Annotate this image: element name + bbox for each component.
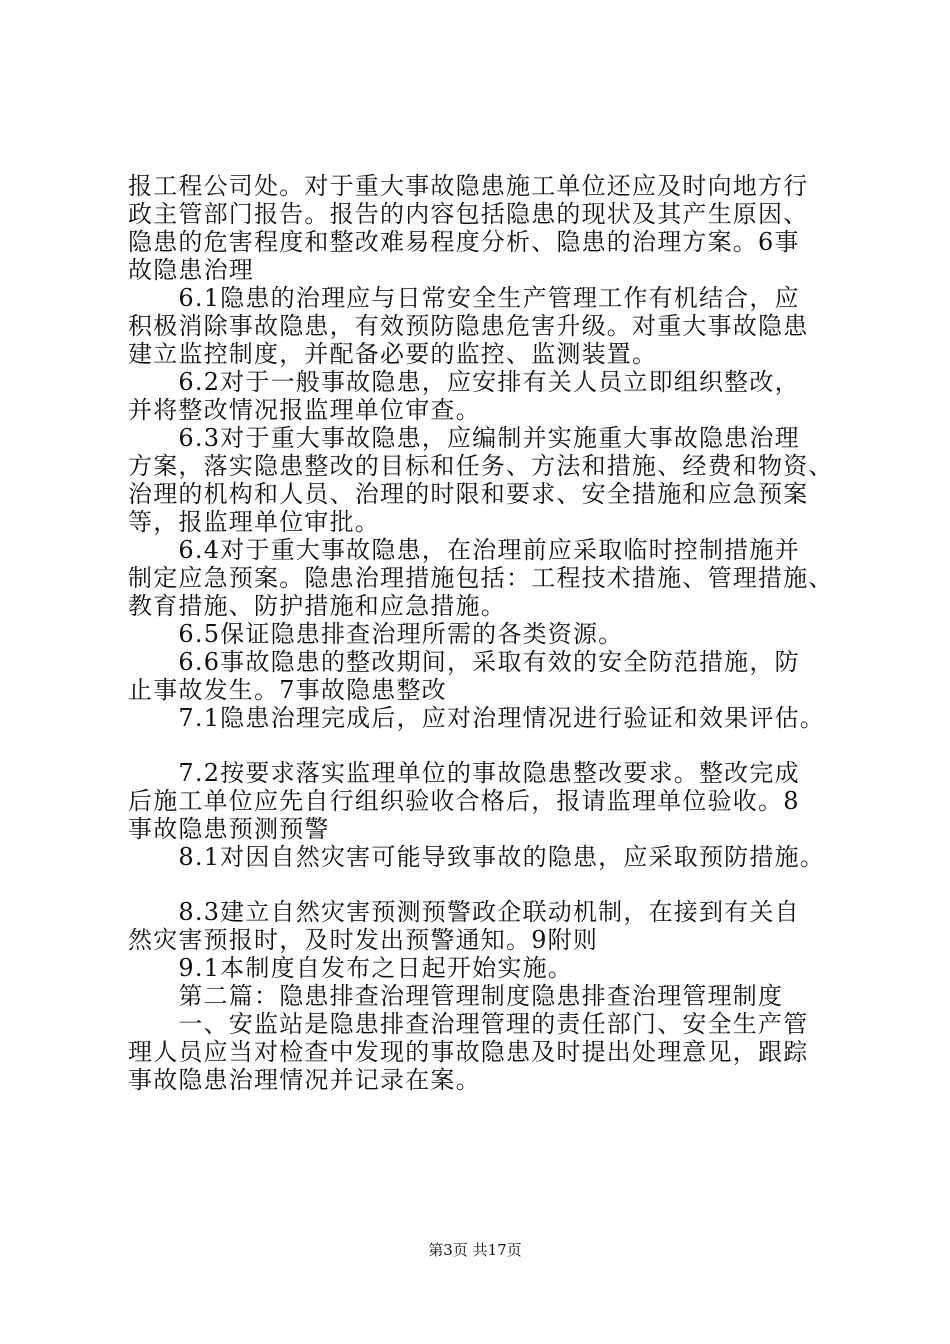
text-line: 6.3对于重大事故隐患，应编制并实施重大事故隐患治理 — [128, 424, 800, 452]
text-line: 治理的机构和人员、治理的时限和要求、安全措施和应急预案 — [128, 480, 809, 508]
text-line: 建立监控制度，并配备必要的监控、监测装置。 — [128, 340, 658, 368]
text-line: 一、安监站是隐患排查治理管理的责任部门、安全生产管 — [128, 1010, 809, 1038]
text-line: 7.1隐患治理完成后，应对治理情况进行验证和效果评估。 — [128, 704, 825, 732]
page-footer: 第3页 共17页 — [428, 1241, 522, 1259]
text-line: 隐患的危害程度和整改难易程度分析、隐患的治理方案。6事 — [128, 228, 800, 256]
text-line: 方案，落实隐患整改的目标和任务、方法和措施、经费和物资、 — [128, 452, 834, 480]
document-body — [128, 172, 840, 1094]
text-line: 并将整改情况报监理单位审查。 — [128, 396, 481, 424]
text-line — [128, 732, 840, 759]
text-line: 制定应急预案。隐患治理措施包括：工程技术措施、管理措施、 — [128, 564, 834, 592]
text-line: 6.6事故隐患的整改期间，采取有效的安全防范措施，防 — [128, 648, 800, 676]
text-line: 积极消除事故隐患，有效预防隐患危害升级。对重大事故隐患 — [128, 312, 809, 340]
text-line: 政主管部门报告。报告的内容包括隐患的现状及其产生原因、 — [128, 200, 809, 228]
text-line: 理人员应当对检查中发现的事故隐患及时提出处理意见，跟踪 — [128, 1038, 809, 1066]
text-line: 等，报监理单位审批。 — [128, 508, 380, 536]
text-line — [128, 871, 840, 898]
text-line: 然灾害预报时，及时发出预警通知。9附则 — [128, 926, 599, 954]
text-line: 故隐患治理 — [128, 256, 254, 284]
text-line: 报工程公司处。对于重大事故隐患施工单位还应及时向地方行 — [128, 172, 809, 200]
text-line: 事故隐患预测预警 — [128, 815, 330, 843]
text-line: 后施工单位应先自行组织验收合格后，报请监理单位验收。8 — [128, 787, 800, 815]
text-line: 7.2按要求落实监理单位的事故隐患整改要求。整改完成 — [128, 759, 800, 787]
text-line: 6.2对于一般事故隐患，应安排有关人员立即组织整改， — [128, 368, 800, 396]
text-line: 教育措施、防护措施和应急措施。 — [128, 592, 506, 620]
text-line: 8.1对因自然灾害可能导致事故的隐患，应采取预防措施。 — [128, 843, 825, 871]
text-line: 6.4对于重大事故隐患，在治理前应采取临时控制措施并 — [128, 536, 800, 564]
text-line: 止事故发生。7事故隐患整改 — [128, 676, 447, 704]
text-line: 第二篇：隐患排查治理管理制度隐患排查治理管理制度 — [128, 982, 784, 1010]
text-line: 8.3建立自然灾害预测预警政企联动机制，在接到有关自 — [128, 898, 800, 926]
text-line: 事故隐患治理情况并记录在案。 — [128, 1066, 481, 1094]
text-line: 6.5保证隐患排查治理所需的各类资源。 — [128, 620, 624, 648]
text-line: 9.1本制度自发布之日起开始实施。 — [128, 954, 573, 982]
text-line: 6.1隐患的治理应与日常安全生产管理工作有机结合，应 — [128, 284, 800, 312]
